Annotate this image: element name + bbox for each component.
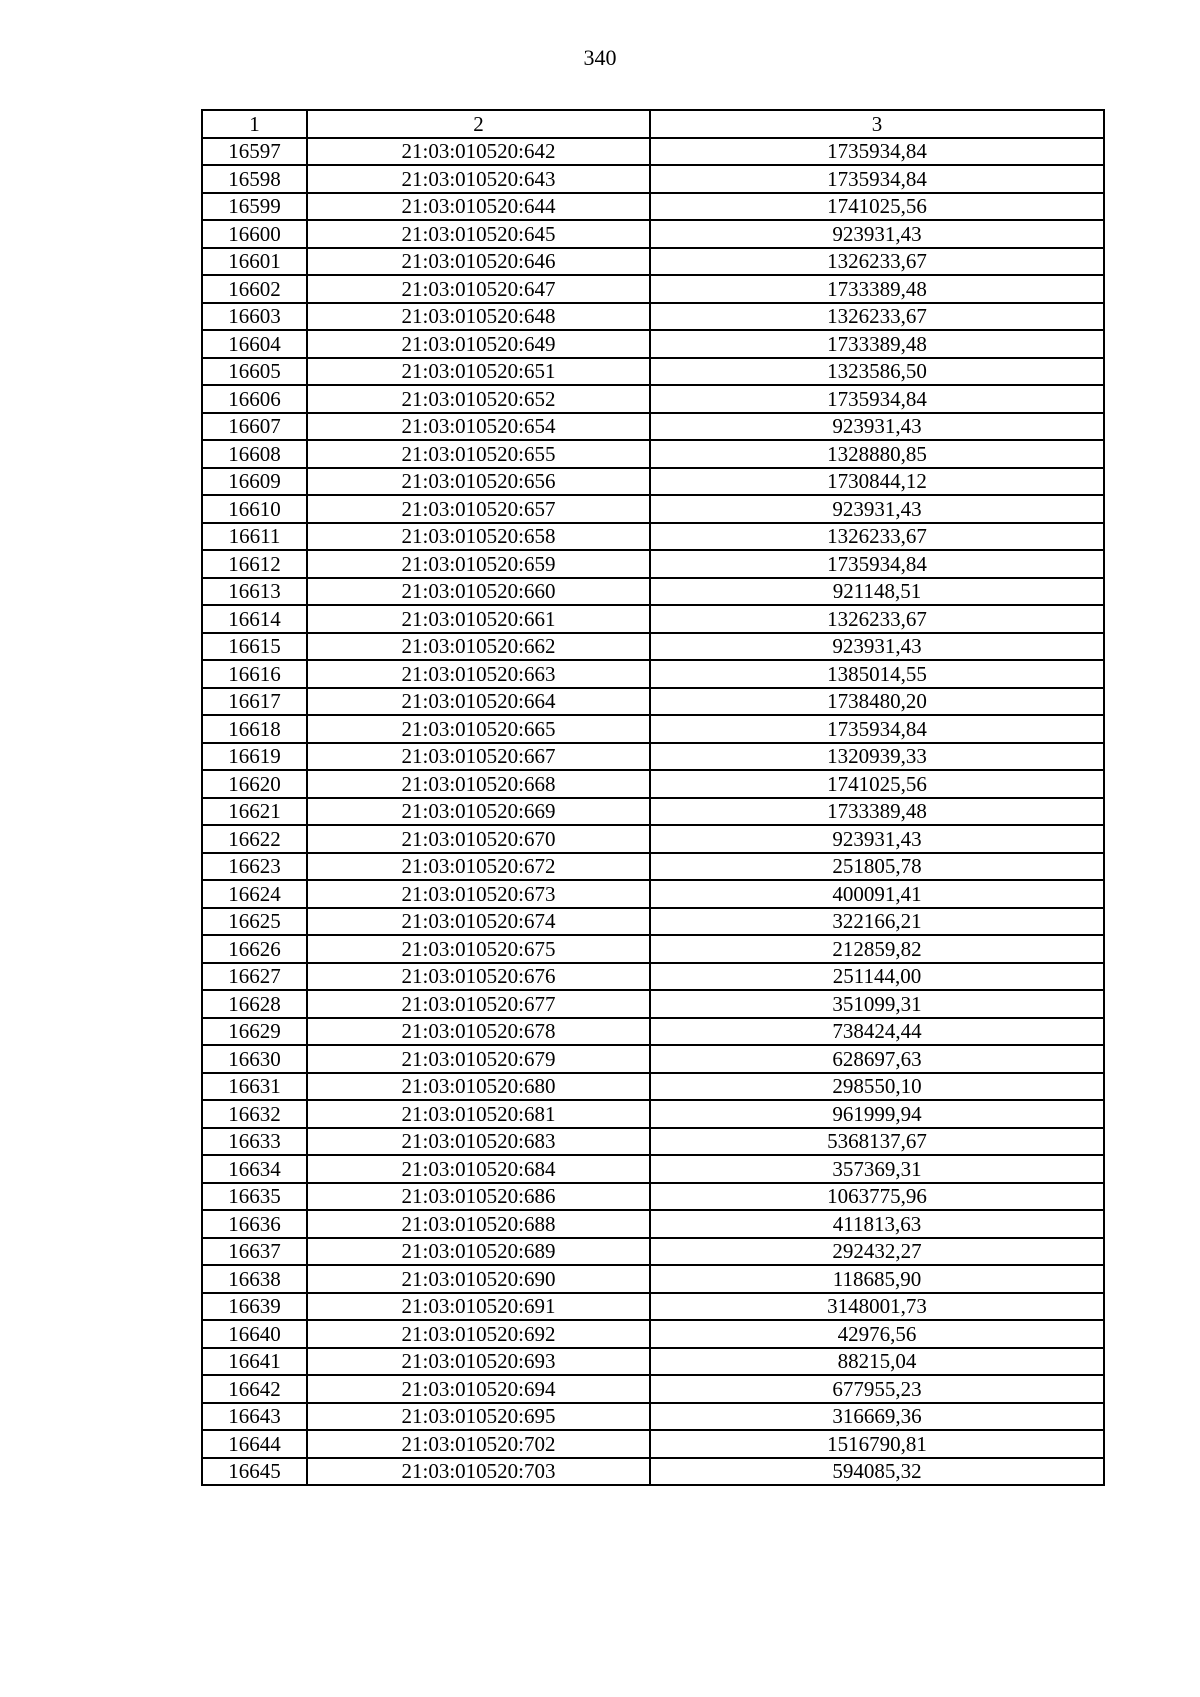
cadastral-number-cell: 21:03:010520:642 [307,138,650,166]
value-cell: 1735934,84 [650,165,1104,193]
cadastral-number-cell: 21:03:010520:652 [307,385,650,413]
table-row [202,715,1104,743]
row-number-cell: 16616 [202,660,307,688]
row-number-cell: 16615 [202,633,307,661]
table-row [202,303,1104,331]
value-cell: 400091,41 [650,880,1104,908]
table-row [202,1348,1104,1376]
table-row [202,1045,1104,1073]
value-cell: 3148001,73 [650,1293,1104,1321]
cadastral-number-cell: 21:03:010520:703 [307,1458,650,1486]
value-cell: 1735934,84 [650,138,1104,166]
row-number-cell: 16620 [202,770,307,798]
value-cell: 212859,82 [650,935,1104,963]
value-cell: 118685,90 [650,1265,1104,1293]
table-row [202,1375,1104,1403]
value-cell: 961999,94 [650,1100,1104,1128]
value-cell: 1326233,67 [650,523,1104,551]
value-cell: 88215,04 [650,1348,1104,1376]
value-cell: 1741025,56 [650,770,1104,798]
table-row [202,1403,1104,1431]
table-row [202,605,1104,633]
cadastral-number-cell: 21:03:010520:645 [307,220,650,248]
value-cell: 1328880,85 [650,440,1104,468]
table-row [202,1155,1104,1183]
table-row [202,578,1104,606]
cadastral-number-cell: 21:03:010520:663 [307,660,650,688]
row-number-cell: 16630 [202,1045,307,1073]
row-number-cell: 16597 [202,138,307,166]
cadastral-number-cell: 21:03:010520:647 [307,275,650,303]
value-cell: 594085,32 [650,1458,1104,1486]
value-cell: 1735934,84 [650,385,1104,413]
row-number-cell: 16638 [202,1265,307,1293]
row-number-cell: 16644 [202,1430,307,1458]
cadastral-number-cell: 21:03:010520:691 [307,1293,650,1321]
table-row [202,688,1104,716]
row-number-cell: 16645 [202,1458,307,1486]
table-row [202,220,1104,248]
row-number-cell: 16624 [202,880,307,908]
value-cell: 923931,43 [650,495,1104,523]
row-number-cell: 16609 [202,468,307,496]
value-cell: 42976,56 [650,1320,1104,1348]
value-cell: 251144,00 [650,963,1104,991]
table-row [202,1100,1104,1128]
table-row [202,330,1104,358]
table-row [202,1128,1104,1156]
cadastral-number-cell: 21:03:010520:702 [307,1430,650,1458]
header-row [202,110,1104,138]
row-number-cell: 16604 [202,330,307,358]
table-row [202,1073,1104,1101]
value-cell: 1326233,67 [650,303,1104,331]
value-cell: 1385014,55 [650,660,1104,688]
cadastral-number-cell: 21:03:010520:695 [307,1403,650,1431]
table-header [202,110,1104,138]
table-row [202,193,1104,221]
value-cell: 351099,31 [650,990,1104,1018]
value-cell: 1063775,96 [650,1183,1104,1211]
value-cell: 1735934,84 [650,550,1104,578]
cadastral-number-cell: 21:03:010520:649 [307,330,650,358]
cadastral-number-cell: 21:03:010520:644 [307,193,650,221]
cadastral-number-cell: 21:03:010520:694 [307,1375,650,1403]
value-cell: 923931,43 [650,220,1104,248]
cadastral-number-cell: 21:03:010520:654 [307,413,650,441]
cadastral-number-cell: 21:03:010520:660 [307,578,650,606]
table-row [202,138,1104,166]
value-cell: 923931,43 [650,825,1104,853]
cadastral-number-cell: 21:03:010520:659 [307,550,650,578]
cadastral-number-cell: 21:03:010520:686 [307,1183,650,1211]
value-cell: 923931,43 [650,633,1104,661]
cadastral-number-cell: 21:03:010520:681 [307,1100,650,1128]
value-cell: 411813,63 [650,1210,1104,1238]
table-row [202,358,1104,386]
row-number-cell: 16643 [202,1403,307,1431]
cadastral-number-cell: 21:03:010520:667 [307,743,650,771]
table-row [202,798,1104,826]
row-number-cell: 16640 [202,1320,307,1348]
row-number-cell: 16603 [202,303,307,331]
cadastral-number-cell: 21:03:010520:678 [307,1018,650,1046]
cadastral-number-cell: 21:03:010520:669 [307,798,650,826]
page-number: 340 [583,45,617,70]
cadastral-number-cell: 21:03:010520:675 [307,935,650,963]
table-body [202,138,1104,1486]
value-cell: 316669,36 [650,1403,1104,1431]
row-number-cell: 16614 [202,605,307,633]
table-row [202,853,1104,881]
row-number-cell: 16626 [202,935,307,963]
row-number-cell: 16611 [202,523,307,551]
cadastral-number-cell: 21:03:010520:662 [307,633,650,661]
cadastral-number-cell: 21:03:010520:690 [307,1265,650,1293]
value-cell: 1320939,33 [650,743,1104,771]
cadastral-number-cell: 21:03:010520:661 [307,605,650,633]
value-cell: 322166,21 [650,908,1104,936]
table-row [202,963,1104,991]
row-number-cell: 16600 [202,220,307,248]
cadastral-number-cell: 21:03:010520:693 [307,1348,650,1376]
value-cell: 1326233,67 [650,605,1104,633]
row-number-cell: 16613 [202,578,307,606]
table-row [202,1458,1104,1486]
row-number-cell: 16627 [202,963,307,991]
table-row [202,495,1104,523]
value-cell: 292432,27 [650,1238,1104,1266]
table-row [202,990,1104,1018]
row-number-cell: 16599 [202,193,307,221]
table-row [202,935,1104,963]
row-number-cell: 16602 [202,275,307,303]
table-row [202,770,1104,798]
row-number-cell: 16601 [202,248,307,276]
table-row [202,1238,1104,1266]
cadastral-number-cell: 21:03:010520:670 [307,825,650,853]
value-cell: 1738480,20 [650,688,1104,716]
row-number-cell: 16633 [202,1128,307,1156]
row-number-cell: 16629 [202,1018,307,1046]
row-number-cell: 16634 [202,1155,307,1183]
table-row [202,908,1104,936]
value-cell: 1733389,48 [650,330,1104,358]
value-cell: 677955,23 [650,1375,1104,1403]
cadastral-number-cell: 21:03:010520:692 [307,1320,650,1348]
cadastral-number-cell: 21:03:010520:646 [307,248,650,276]
cadastral-number-cell: 21:03:010520:677 [307,990,650,1018]
table-row [202,1293,1104,1321]
cadastral-number-cell: 21:03:010520:683 [307,1128,650,1156]
cadastral-number-cell: 21:03:010520:689 [307,1238,650,1266]
table-row [202,413,1104,441]
table-row [202,1265,1104,1293]
table-row [202,1183,1104,1211]
row-number-cell: 16605 [202,358,307,386]
value-cell: 357369,31 [650,1155,1104,1183]
row-number-cell: 16625 [202,908,307,936]
row-number-cell: 16608 [202,440,307,468]
row-number-cell: 16635 [202,1183,307,1211]
cadastral-number-cell: 21:03:010520:684 [307,1155,650,1183]
cadastral-number-cell: 21:03:010520:679 [307,1045,650,1073]
table-row [202,743,1104,771]
table-row [202,550,1104,578]
table-row [202,165,1104,193]
row-number-cell: 16606 [202,385,307,413]
table-row [202,660,1104,688]
table-row [202,1018,1104,1046]
table-row [202,275,1104,303]
table-row [202,440,1104,468]
column-header-3: 3 [650,110,1104,138]
row-number-cell: 16610 [202,495,307,523]
cadastral-number-cell: 21:03:010520:688 [307,1210,650,1238]
row-number-cell: 16622 [202,825,307,853]
row-number-cell: 16623 [202,853,307,881]
row-number-cell: 16607 [202,413,307,441]
value-cell: 1733389,48 [650,275,1104,303]
row-number-cell: 16612 [202,550,307,578]
value-cell: 1733389,48 [650,798,1104,826]
value-cell: 298550,10 [650,1073,1104,1101]
table-row [202,248,1104,276]
table-row [202,880,1104,908]
cadastral-number-cell: 21:03:010520:658 [307,523,650,551]
value-cell: 628697,63 [650,1045,1104,1073]
table-row [202,523,1104,551]
row-number-cell: 16617 [202,688,307,716]
row-number-cell: 16637 [202,1238,307,1266]
cadastral-number-cell: 21:03:010520:655 [307,440,650,468]
value-cell: 738424,44 [650,1018,1104,1046]
cadastral-number-cell: 21:03:010520:648 [307,303,650,331]
table-row [202,1430,1104,1458]
row-number-cell: 16642 [202,1375,307,1403]
value-cell: 1326233,67 [650,248,1104,276]
row-number-cell: 16619 [202,743,307,771]
cadastral-number-cell: 21:03:010520:668 [307,770,650,798]
value-cell: 1741025,56 [650,193,1104,221]
value-cell: 923931,43 [650,413,1104,441]
cadastral-number-cell: 21:03:010520:676 [307,963,650,991]
row-number-cell: 16631 [202,1073,307,1101]
row-number-cell: 16632 [202,1100,307,1128]
value-cell: 1516790,81 [650,1430,1104,1458]
cadastral-number-cell: 21:03:010520:673 [307,880,650,908]
table-row [202,385,1104,413]
table-row [202,468,1104,496]
row-number-cell: 16639 [202,1293,307,1321]
table-row [202,1320,1104,1348]
value-cell: 5368137,67 [650,1128,1104,1156]
column-header-1: 1 [202,110,307,138]
cadastral-number-cell: 21:03:010520:651 [307,358,650,386]
cadastral-number-cell: 21:03:010520:656 [307,468,650,496]
cadastral-number-cell: 21:03:010520:672 [307,853,650,881]
value-cell: 921148,51 [650,578,1104,606]
row-number-cell: 16636 [202,1210,307,1238]
cadastral-number-cell: 21:03:010520:643 [307,165,650,193]
row-number-cell: 16621 [202,798,307,826]
cadastral-number-cell: 21:03:010520:674 [307,908,650,936]
row-number-cell: 16598 [202,165,307,193]
cadastral-number-cell: 21:03:010520:680 [307,1073,650,1101]
row-number-cell: 16628 [202,990,307,1018]
cadastral-number-cell: 21:03:010520:664 [307,688,650,716]
cadastral-number-cell: 21:03:010520:657 [307,495,650,523]
table-row [202,633,1104,661]
value-cell: 1323586,50 [650,358,1104,386]
table-row [202,825,1104,853]
table-row [202,1210,1104,1238]
registry-table [201,109,1105,1486]
row-number-cell: 16618 [202,715,307,743]
value-cell: 1735934,84 [650,715,1104,743]
row-number-cell: 16641 [202,1348,307,1376]
column-header-2: 2 [307,110,650,138]
value-cell: 251805,78 [650,853,1104,881]
value-cell: 1730844,12 [650,468,1104,496]
cadastral-number-cell: 21:03:010520:665 [307,715,650,743]
